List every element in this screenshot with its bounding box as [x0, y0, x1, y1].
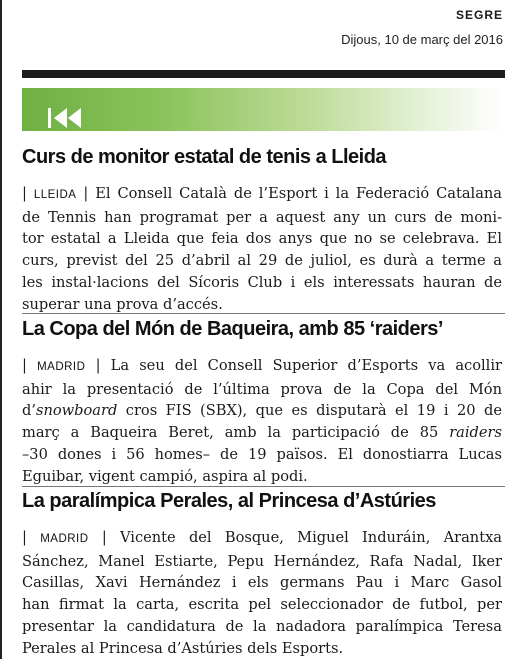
page-left-rule	[0, 0, 2, 659]
dateline: LLEIDA	[33, 189, 77, 201]
article-divider	[22, 313, 505, 314]
body-line: | MADRID | La seu del Consell Superior d’Esports va acollir	[22, 357, 502, 374]
dateline: MADRID	[37, 361, 86, 373]
dateline: MADRID	[40, 533, 89, 545]
body-line: Casillas, Xavi Hernández i els germans Pau i Marc Gasol	[22, 574, 502, 592]
body-line: Eguibar, vigent campió, aspira al podi.	[22, 467, 308, 485]
body-line: presentar la candidatura de la nadadora paralímpica Teresa	[22, 617, 502, 635]
body-line: superar una prova d’accés.	[22, 295, 223, 313]
body-line: curs, previst del 25 d’abril al 29 de juliol, es durà a terme a	[22, 252, 502, 270]
body-line: han firmat la carta, escrita pel seleccionador de futbol, per	[22, 596, 502, 614]
body-line: les instal·lacions del Sícoris Club i els interessats hauran de	[22, 273, 502, 291]
article-headline: Curs de monitor estatal de tenis a Lleida	[22, 146, 387, 168]
article-body	[22, 527, 502, 659]
body-line: ahir la presentació de l’última prova de la Copa del Món	[22, 380, 502, 398]
article-perales	[22, 490, 502, 659]
article-body	[22, 183, 502, 315]
body-line: tor estatal a Lleida que feia dos anys que no se celebrava. El	[22, 230, 502, 248]
section-band	[22, 88, 505, 131]
article-tennis	[22, 146, 502, 315]
body-line: d’snowboard cros FIS (SBX), que es disputarà el 19 i 20 de	[22, 402, 502, 420]
section-top-rule	[22, 70, 505, 78]
article-body	[22, 355, 502, 487]
double-left-arrow-icon	[48, 108, 84, 128]
article-headline: La Copa del Món de Baqueira, amb 85 ‘raiders’	[22, 318, 443, 340]
body-line: –30 dones i 56 homes– de 19 països. El donostiarra Lucas	[22, 445, 502, 463]
body-line: març a Baqueira Beret, amb la participació de 85 raiders	[22, 424, 502, 442]
publication-name: SEGRE	[455, 8, 503, 22]
body-line: | MADRID | Vicente del Bosque, Miguel Induráin, Arantxa	[22, 529, 503, 546]
body-line: Perales al Princesa d’Astúries dels Esports.	[22, 639, 344, 657]
article-baqueira	[22, 318, 502, 487]
body-line: de Tennis han programat per a aquest any un curs de moni-	[22, 208, 502, 226]
publication-date: Dijous, 10 de març del 2016	[341, 32, 503, 47]
body-line: Sánchez, Manel Estiarte, Pepu Hernández, Rafa Nadal, Iker	[22, 552, 502, 570]
body-line: | LLEIDA | El Consell Català de l’Esport i la Federació Catalana	[22, 185, 503, 202]
article-headline: La paralímpica Perales, al Princesa d’Astúries	[22, 490, 436, 512]
article-divider	[22, 486, 505, 487]
